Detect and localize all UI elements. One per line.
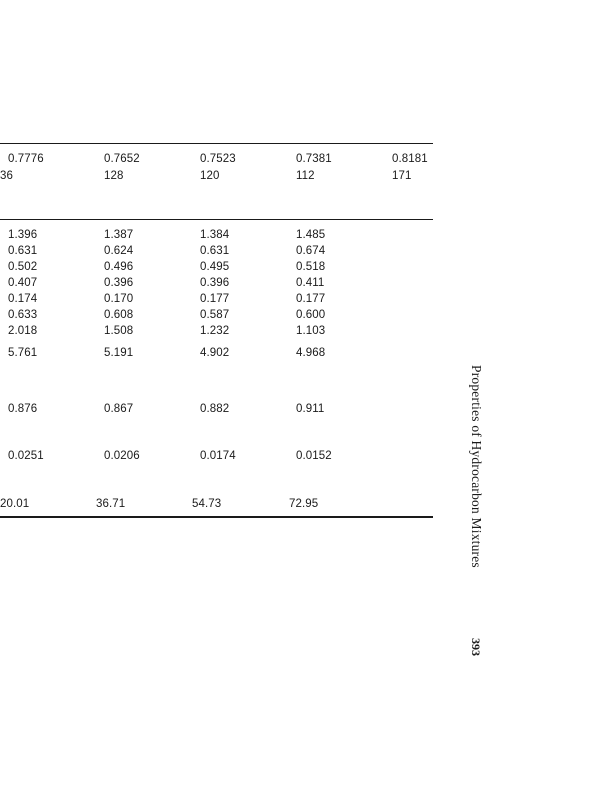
running-title: Properties of Hydrocarbon Mixtures xyxy=(469,365,484,568)
table-cell: 5.191 xyxy=(104,347,134,359)
table-cell: 0.608 xyxy=(104,309,134,321)
table-cell: 0.496 xyxy=(104,261,134,273)
table-cell: 0.177 xyxy=(200,293,230,305)
table-cell: 0.631 xyxy=(200,245,230,257)
table-cell: 1.396 xyxy=(8,229,38,241)
table-cell: 0.911 xyxy=(296,403,325,415)
header-cell: 36 xyxy=(0,170,13,182)
table-cell: 4.902 xyxy=(200,347,230,359)
header-cell: 0.8181 xyxy=(392,153,428,165)
table-cell: 0.882 xyxy=(200,403,230,415)
table-cell: 1.103 xyxy=(296,325,326,337)
table-cell: 0.396 xyxy=(104,277,134,289)
table-cell: 0.518 xyxy=(296,261,326,273)
header-cell: 0.7652 xyxy=(104,153,140,165)
table-cell: 54.73 xyxy=(192,498,222,510)
table-top-rule xyxy=(0,143,433,144)
table-cell: 0.174 xyxy=(8,293,38,305)
table-header-rule xyxy=(0,219,433,220)
header-cell: 120 xyxy=(200,170,220,182)
table-cell: 5.761 xyxy=(8,347,38,359)
table-cell: 72.95 xyxy=(289,498,319,510)
table-cell: 0.396 xyxy=(200,277,230,289)
table-cell: 0.407 xyxy=(8,277,38,289)
page-number: 393 xyxy=(469,638,483,656)
header-cell: 0.7523 xyxy=(200,153,236,165)
table-cell: 1.508 xyxy=(104,325,134,337)
table-cell: 0.177 xyxy=(296,293,326,305)
table-cell: 0.0206 xyxy=(104,450,140,462)
header-cell: 0.7381 xyxy=(296,153,332,165)
table-cell: 1.384 xyxy=(200,229,230,241)
table-cell: 0.495 xyxy=(200,261,230,273)
header-cell: 0.7776 xyxy=(8,153,44,165)
header-cell: 112 xyxy=(296,170,315,182)
table-cell: 0.674 xyxy=(296,245,326,257)
table-cell: 0.633 xyxy=(8,309,38,321)
header-cell: 171 xyxy=(392,170,412,182)
table-cell: 1.387 xyxy=(104,229,134,241)
table-cell: 20.01 xyxy=(0,498,30,510)
table-cell: 0.624 xyxy=(104,245,134,257)
table-cell: 0.876 xyxy=(8,403,38,415)
table-cell: 0.631 xyxy=(8,245,38,257)
table-cell: 0.600 xyxy=(296,309,326,321)
table-cell: 4.968 xyxy=(296,347,326,359)
table-cell: 1.485 xyxy=(296,229,326,241)
table-cell: 0.587 xyxy=(200,309,230,321)
table-cell: 1.232 xyxy=(200,325,230,337)
table-cell: 0.170 xyxy=(104,293,134,305)
table-cell: 0.0152 xyxy=(296,450,332,462)
table-cell: 0.411 xyxy=(296,277,325,289)
table-bottom-rule xyxy=(0,516,433,518)
table-cell: 0.0174 xyxy=(200,450,236,462)
table-cell: 2.018 xyxy=(8,325,38,337)
table-cell: 0.502 xyxy=(8,261,38,273)
table-cell: 0.0251 xyxy=(8,450,44,462)
table-cell: 0.867 xyxy=(104,403,134,415)
table-cell: 36.71 xyxy=(96,498,126,510)
header-cell: 128 xyxy=(104,170,124,182)
